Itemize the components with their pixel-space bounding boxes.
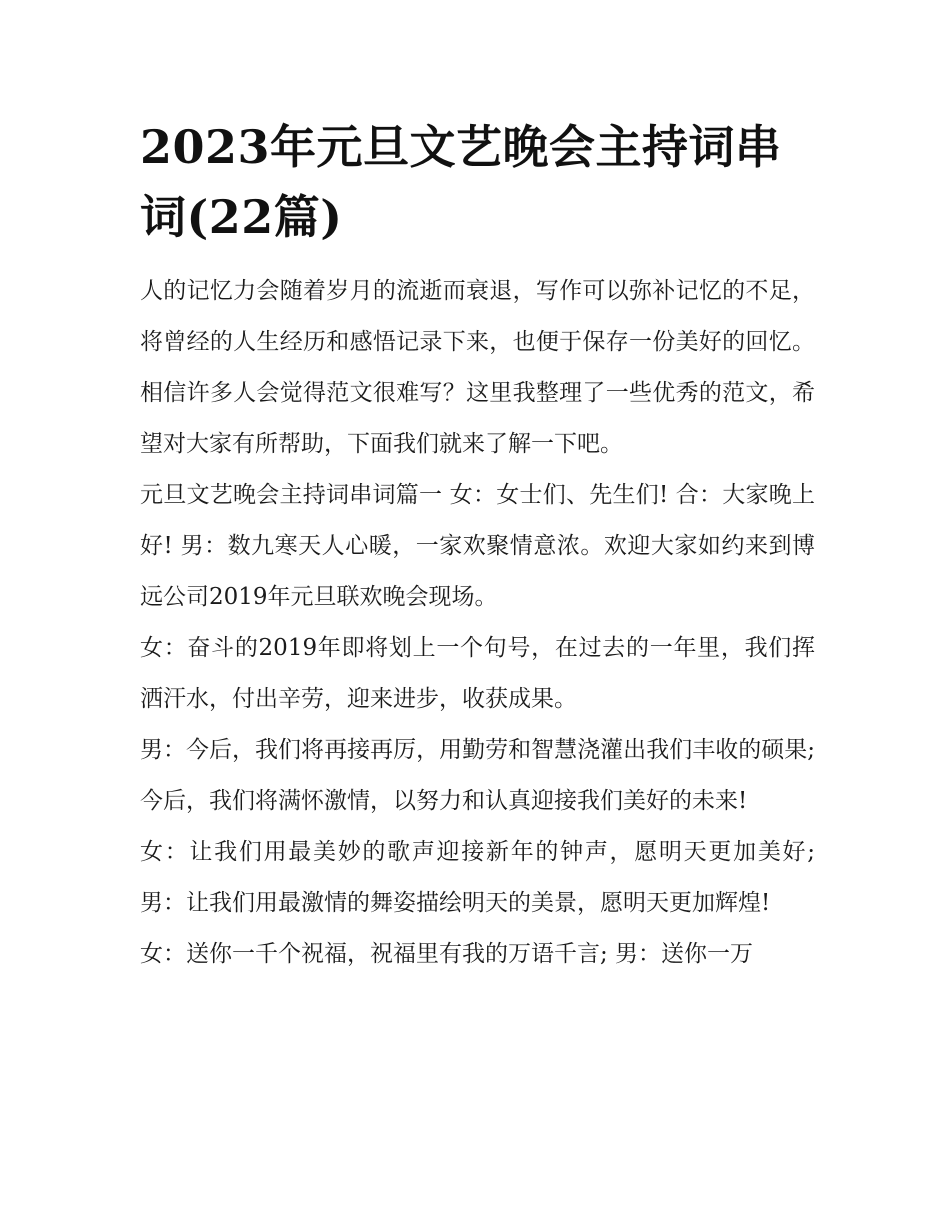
paragraph-intro: 人的记忆力会随着岁月的流逝而衰退，写作可以弥补记忆的不足，将曾经的人生经历和感悟记录下来，也便于保存一份美好的回忆。相信许多人会觉得范文很难写？这里我整理了一些优秀的范文，希望对大家有所帮助，下面我们就来了解一下吧。 (140, 278, 815, 457)
paragraph-male-1: 男：今后，我们将再接再厉，用勤劳和智慧浇灌出我们丰收的硕果;今后，我们将满怀激情，以努力和认真迎接我们美好的未来! (140, 737, 815, 814)
paragraph-female-1: 女：奋斗的2019年即将划上一个句号，在过去的一年里，我们挥洒汗水，付出辛劳，迎来进步，收获成果。 (140, 635, 815, 712)
paragraph-opening: 元旦文艺晚会主持词串词篇一 女：女士们、先生们! 合：大家晚上好! 男：数九寒天人心暖，一家欢聚情意浓。欢迎大家如约来到博远公司2019年元旦联欢晚会现场。 (140, 482, 815, 610)
document-content (140, 112, 815, 980)
paragraph-female-male-3: 女：送你一千个祝福，祝福里有我的万语千言; 男：送你一万 (140, 941, 754, 967)
paragraph-female-male-2: 女：让我们用最美妙的歌声迎接新年的钟声，愿明天更加美好; 男：让我们用最激情的舞姿描绘明天的美景，愿明天更加辉煌! (140, 839, 815, 916)
document-body (140, 266, 815, 980)
document-title: 2023年元旦文艺晚会主持词串词(22篇) (140, 120, 782, 244)
